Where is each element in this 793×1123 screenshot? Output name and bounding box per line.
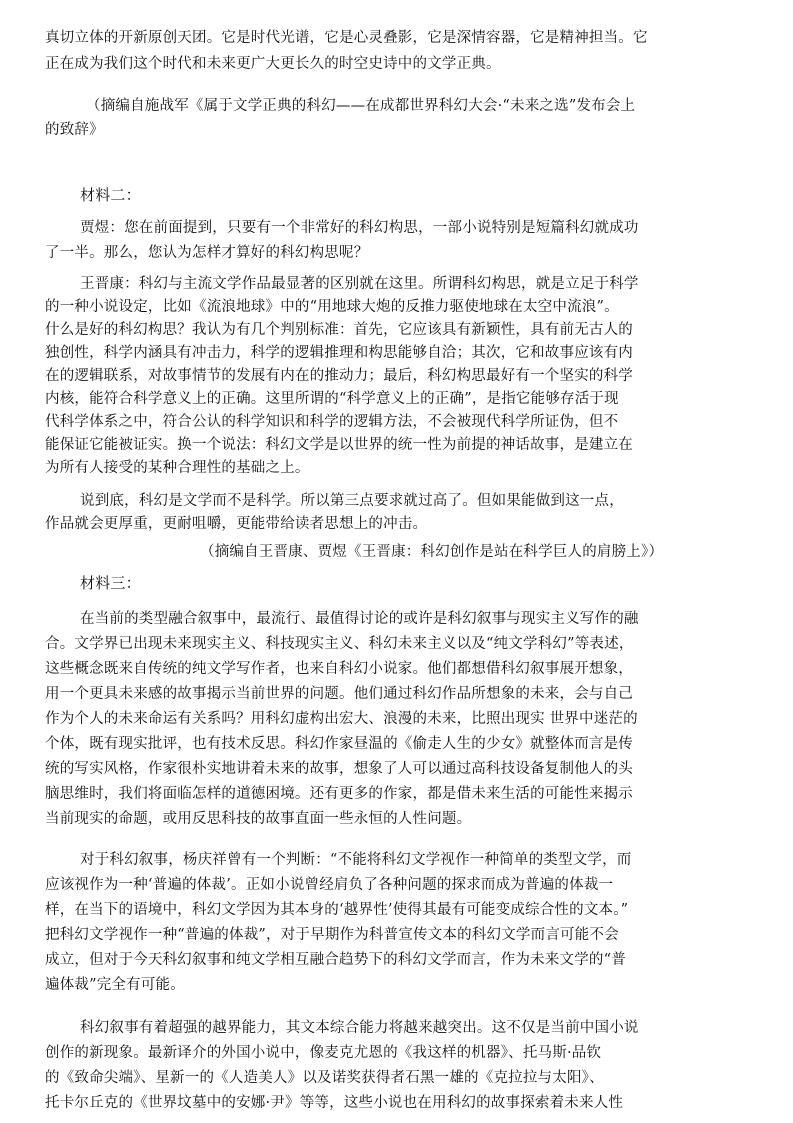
interview-answer-line: 说到底，科幻是文学而不是科学。所以第三点要求就过高了。但如果能做到这一点， [80, 493, 624, 509]
body-text-line: 个体，既有现实批评，也有技术反思。科幻作家昼温的《偷走人生的少女》就整体而言是传 [45, 736, 633, 752]
body-text-line: 创作的新现象。最新译介的外国小说中，像麦克尤恩的《我这样的机器》、托马斯·品钦 [45, 1045, 602, 1061]
body-text-line: 把科幻文学视作一种“普遍的体裁”，对于早期作为科普宣传文本的科幻文学而言可能不会 [45, 927, 619, 943]
body-text-line: 应该视作为一种‘普遍的体裁’。正如小说曾经肩负了各种问题的探求而成为普遍的体裁一 [45, 877, 614, 893]
citation-line: （摘编自施战军《属于文学正典的科幻——在成都世界科幻大会·“未来之选”发布会上 [86, 98, 636, 114]
body-text-line: 用一个更具未来感的故事揭示当前世界的问题。他们通过科幻作品所想象的未来，会与自己 [45, 686, 633, 702]
interview-answer-line: 为所有人接受的某种合理性的基础之上。 [45, 460, 310, 476]
interview-answer-line: 在的逻辑联系，对故事情节的发展有内在的推动力；最后，科幻构思最好有一个坚实的科学 [45, 368, 633, 384]
interview-answer-line: 独创性，科学内涵具有冲击力，科学的逻辑推理和构思能够自洽；其次，它和故事应该有内 [45, 345, 633, 361]
body-text-line: 托卡尔丘克的《世界坟墓中的安娜·尹》等等，这些小说也在用科幻的故事探索着未来人性 [45, 1095, 624, 1111]
body-text-line: 当前现实的命题，或用反思科技的故事直面一些永恒的人性问题。 [45, 811, 472, 827]
interview-answer-line: 代科学体系之中，符合公认的科学知识和科学的逻辑方法，不会被现代科学所证伪，但不 [45, 414, 619, 430]
interview-question-line: 了一半。那么，您认为怎样才算好的科幻构思呢？ [45, 245, 369, 261]
body-text-line: 遍体裁”完全有可能。 [45, 977, 185, 993]
body-text-line: 作为个人的未来命运有关系吗？用科幻虚构出宏大、浪漫的未来，比照出现实 世界中迷茫的 [45, 711, 638, 727]
body-text-line: 统的写实风格，作家很朴实地讲着未来的故事，想象了人可以通过高科技设备复制他人的头 [45, 761, 633, 777]
interview-answer-line: 内核，能符合科学意义上的正确。这里所谓的“科学意义上的正确”，是指它能够存活于现 [45, 391, 619, 407]
interview-answer-line: 的一种小说设定，比如《流浪地球》中的“用地球大炮的反推力驱使地球在太空中流浪”。 [45, 299, 619, 315]
interview-answer-line: 王晋康：科幻与主流文学作品最显著的区别就在这里。所谓科幻构思，就是立足于科学 [80, 276, 639, 292]
body-text-line: 对于科幻叙事，杨庆祥曾有一个判断：“不能将科幻文学视作一种简单的类型文学，而 [80, 852, 632, 868]
body-text-line: 真切立体的开新原创天团。它是时代光谱，它是心灵叠影，它是深情容器，它是精神担当。它 [45, 30, 648, 46]
interview-answer-line: 什么是好的科幻构思？我认为有几个判别标准：首先，它应该具有新颖性，具有前无古人的 [45, 322, 633, 338]
body-text-line: 成立，但对于今天科幻叙事和纯文学相互融合趋势下的科幻文学而言，作为未来文学的“普 [45, 952, 626, 968]
interview-answer-line: 能保证它能被证实。换一个说法：科幻文学是以世界的统一性为前提的神话故事，是建立在 [45, 437, 633, 453]
interview-question-line: 贾煜：您在前面提到，只要有一个非常好的科幻构思，一部小说特别是短篇科幻就成功 [80, 220, 639, 236]
body-text-line: 在当前的类型融合叙事中，最流行、最值得讨论的或许是科幻叙事与现实主义写作的融 [80, 611, 639, 627]
citation-line: （摘编自王晋康、贾煜《王晋康：科幻创作是站在科学巨人的肩膀上》） [200, 544, 664, 560]
interview-answer-line: 作品就会更厚重，更耐咀嚼，更能带给读者思想上的冲击。 [45, 516, 428, 532]
body-text-line: 科幻叙事有着超强的越界能力，其文本综合能力将越来越突出。这不仅是当前中国小说 [80, 1020, 639, 1036]
body-text-line: 的《致命尖端》、星新一的《人造美人》以及诺奖获得者石黑一雄的《克拉拉与太阳》、 [45, 1070, 604, 1086]
body-text-line: 这些概念既来自传统的纯文学写作者，也来自科幻小说家。他们都想借科幻叙事展开想象， [45, 661, 633, 677]
body-text-line: 样，在当下的语境中，科幻文学因为其本身的‘越界性’使得其最有可能变成综合性的文本。” [45, 902, 629, 918]
section-heading-material-3: 材料三： [80, 574, 141, 592]
body-text-line: 正在成为我们这个时代和未来更广大更长久的时空史诗中的文学正典。 [45, 56, 501, 72]
citation-line: 的致辞》 [45, 122, 104, 138]
body-text-line: 脑思维时，我们将面临怎样的道德困境。还有更多的作家，都是借未来生活的可能性来揭示 [45, 786, 633, 802]
body-text-line: 合。文学界已出现未来现实主义、科技现实主义、科幻未来主义以及“纯文学科幻”等表述， [45, 636, 634, 652]
section-heading-material-2: 材料二： [80, 186, 141, 204]
